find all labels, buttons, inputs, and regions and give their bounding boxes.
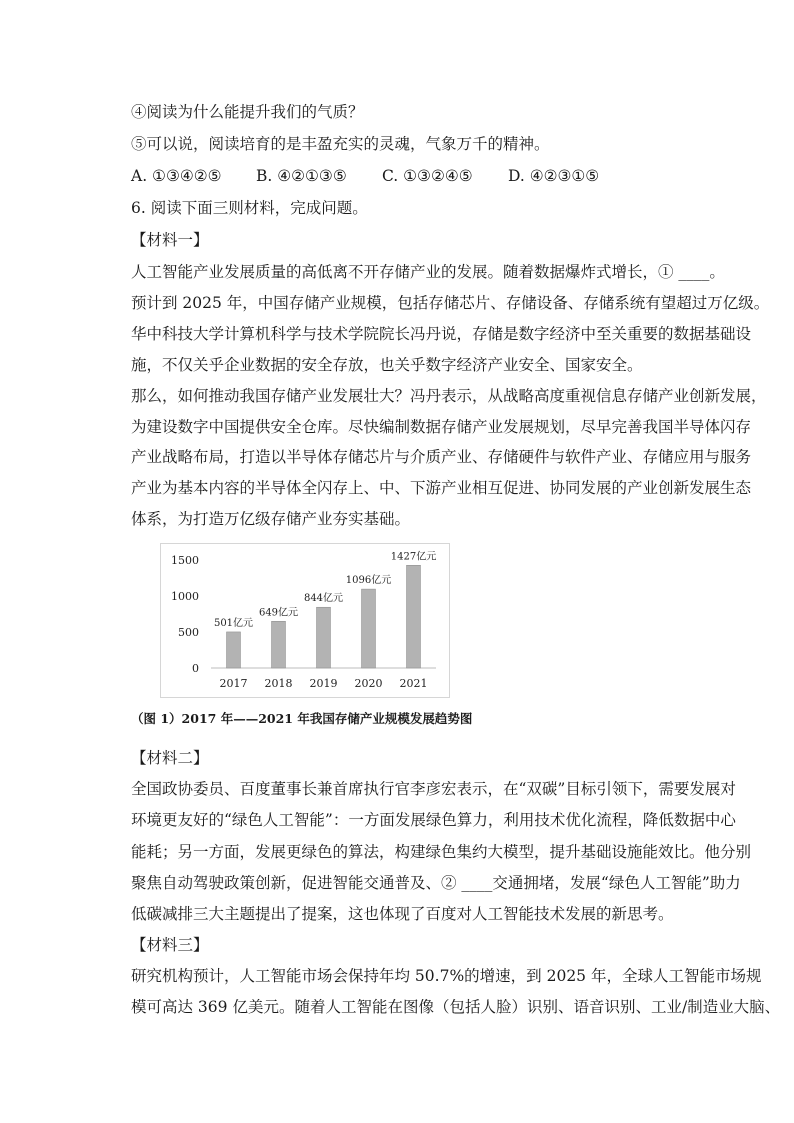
data-label-2017: 501亿元 (213, 617, 254, 629)
material-1-heading: 【材料一】 (131, 231, 209, 249)
y-tick-label: 1000 (171, 590, 199, 603)
option-b: B. ④②①③⑤ (256, 167, 347, 185)
question-line-4: ④阅读为什么能提升我们的气质？ (131, 103, 364, 121)
data-label-2018: 649亿元 (258, 607, 299, 619)
material-1-p6: 为建设数字中国提供安全仓库。尽快编制数据存储产业发展规划，尽早完善我国半导体闪存 (131, 418, 752, 436)
bar-2021 (407, 565, 421, 668)
option-d: D. ④②③①⑤ (508, 167, 600, 185)
material-1-p3: 华中科技大学计算机科学与技术学院院长冯丹说，存储是数字经济中至关重要的数据基础设 (131, 325, 752, 343)
material-2-p3: 能耗；另一方面，发展更绿色的算法，构建绿色集约大模型，提升基础设施能效比。他分别 (131, 843, 752, 861)
material-1-p9: 体系，为打造万亿级存储产业夯实基础。 (131, 510, 411, 528)
y-tick-label: 1500 (171, 554, 199, 567)
material-3-p2: 模可高达 369 亿美元。随着人工智能在图像（包括人脸）识别、语音识别、工业/制造业大脑、 (131, 998, 781, 1016)
bar-2018 (272, 621, 286, 668)
x-tick-label-2020: 2020 (354, 677, 383, 690)
bar-chart-svg (161, 544, 449, 697)
x-tick-label-2017: 2017 (219, 677, 248, 690)
material-3-p1: 研究机构预计，人工智能市场会保持年均 50.7%的增速，到 2025 年，全球人工智能市场规 (131, 967, 762, 985)
x-tick-label-2019: 2019 (309, 677, 338, 690)
figure-caption: （图 1）2017 年——2021 年我国存储产业规模发展趋势图 (131, 711, 473, 726)
material-1-p4: 施，不仅关乎企业数据的安全存放，也关乎数字经济产业安全、国家安全。 (131, 356, 643, 374)
material-2-p4: 聚焦自动驾驶政策创新，促进智能交通普及、② ____交通拥堵，发展“绿色人工智能”助力 (131, 874, 741, 892)
option-a: A. ①③④②⑤ (131, 167, 222, 185)
material-1-p2: 预计到 2025 年，中国存储产业规模，包括存储芯片、存储设备、存储系统有望超过万亿级。 (131, 294, 770, 312)
material-1-p1: 人工智能产业发展质量的高低离不开存储产业的发展。随着数据爆炸式增长，① ____。 (131, 263, 725, 281)
material-1-p5: 那么，如何推动我国存储产业发展壮大？冯丹表示，从战略高度重视信息存储产业创新发展， (131, 387, 767, 405)
data-label-2019: 844亿元 (303, 593, 344, 605)
bar-2017 (227, 632, 241, 668)
bar-2019 (317, 607, 331, 668)
y-tick-label: 0 (192, 662, 199, 675)
x-tick-label-2018: 2018 (264, 677, 293, 690)
question-6-title: 6. 阅读下面三则材料，完成问题。 (131, 199, 368, 217)
bar-2020 (362, 589, 376, 668)
option-c: C. ①③②④⑤ (382, 167, 473, 185)
data-label-2021: 1427亿元 (390, 551, 437, 563)
material-2-p2: 环境更友好的“绿色人工智能”：一方面发展绿色算力，利用技术优化流程，降低数据中心 (131, 811, 736, 829)
material-2-p1: 全国政协委员、百度董事长兼首席执行官李彦宏表示，在“双碳”目标引领下，需要发展对 (131, 780, 736, 798)
material-3-heading: 【材料三】 (131, 936, 209, 954)
material-2-p5: 低碳减排三大主题提出了提案，这也体现了百度对人工智能技术发展的新思考。 (131, 905, 674, 923)
x-tick-label-2021: 2021 (399, 677, 428, 690)
material-1-p8: 产业为基本内容的半导体全闪存上、中、下游产业相互促进、协同发展的产业创新发展生态 (131, 479, 752, 497)
storage-industry-chart (160, 543, 450, 698)
material-2-heading: 【材料二】 (131, 749, 209, 767)
material-1-p7: 产业战略布局，打造以半导体存储芯片与介质产业、存储硬件与软件产业、存储应用与服务 (131, 448, 752, 466)
question-line-5: ⑤可以说，阅读培育的是丰盈充实的灵魂，气象万千的精神。 (131, 135, 550, 153)
y-tick-label: 500 (178, 626, 199, 639)
data-label-2020: 1096亿元 (345, 575, 392, 587)
